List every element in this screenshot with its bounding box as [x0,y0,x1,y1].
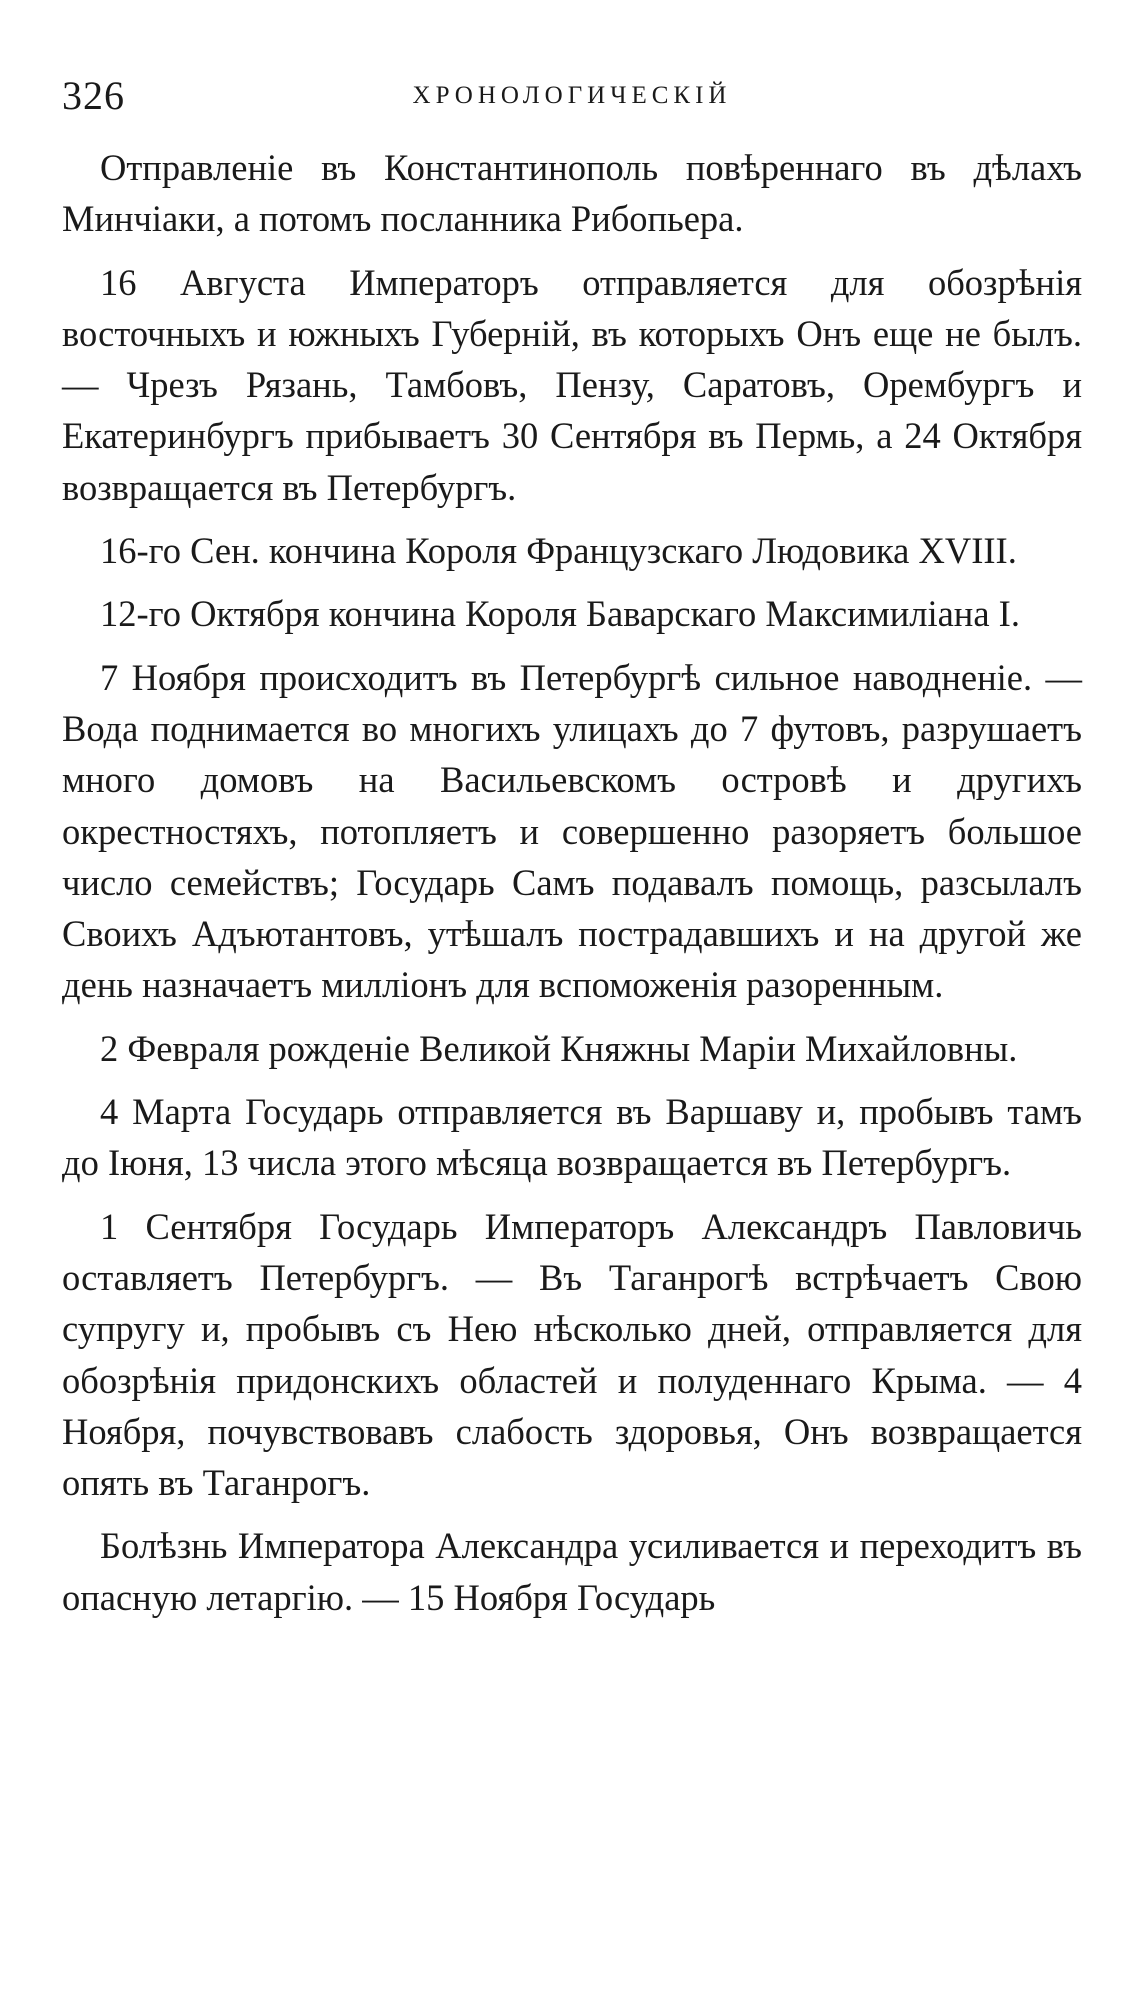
paragraph: Отправленіе въ Константинополь повѣреннаго въ дѣлахъ Минчіаки, а потомъ посланника Рибопьера. [62,147,1082,240]
paragraph: Болѣзнь Императора Александра усиливается и переходитъ въ опасную летаргію. — 15 Ноября Государь [62,1525,1082,1618]
paragraph: 16 Августа Императоръ отправляется для обозрѣнія восточныхъ и южныхъ Губерній, въ которыхъ Онъ еще не былъ. — Чрезъ Рязань, Тамбовъ, Пензу, Саратовъ, Орембургъ и Екатеринбургъ прибываетъ 30 Сентября въ Пермь, а 24 Октября возвращается въ Петербургъ. [62,261,1082,508]
paragraph: 2 Февраля рожденіе Великой Княжны Маріи Михайловны. [100,1027,1018,1069]
paragraph: 4 Марта Государь отправляется въ Варшаву и, пробывъ тамъ до Іюня, 13 числа этого мѣсяца возвращается въ Петербургъ. [62,1091,1082,1184]
page-header [62,72,1082,128]
body-text [62,142,1082,1623]
page-number: 326 [62,73,125,118]
paragraph: 16-го Сен. кончина Короля Французскаго Людовика XVIII. [100,530,1017,572]
paragraph: 7 Ноября происходитъ въ Петербургѣ сильное наводненіе. — Вода поднимается во многихъ улицахъ до 7 футовъ, разрушаетъ много домовъ на Васильевскомъ островѣ и другихъ окрестностяхъ, потопляетъ и совершенно разоряетъ большое число семействъ; Государь Самъ подавалъ помощь, разсылалъ Своихъ Адъютантовъ, утѣшалъ пострадавшихъ и на другой же день назначаетъ милліонъ для вспоможенія разоренным. [62,656,1082,1006]
book-page [62,72,1082,1635]
paragraph: 1 Сентября Государь Императоръ Александръ Павловичь оставляетъ Петербургъ. — Въ Таганрогѣ встрѣчаетъ Свою супругу и, пробывъ съ Нею нѣсколько дней, отправляется для обозрѣнія придонскихъ областей и полуденнаго Крыма. — 4 Ноября, почувствовавъ слабость здоровья, Онъ возвращается опять въ Таганрогъ. [62,1205,1082,1504]
paragraph: 12-го Октября кончина Короля Баварскаго Максимиліана I. [100,593,1020,635]
running-head: ХРОНОЛОГИЧЕСКІЙ [412,82,732,109]
